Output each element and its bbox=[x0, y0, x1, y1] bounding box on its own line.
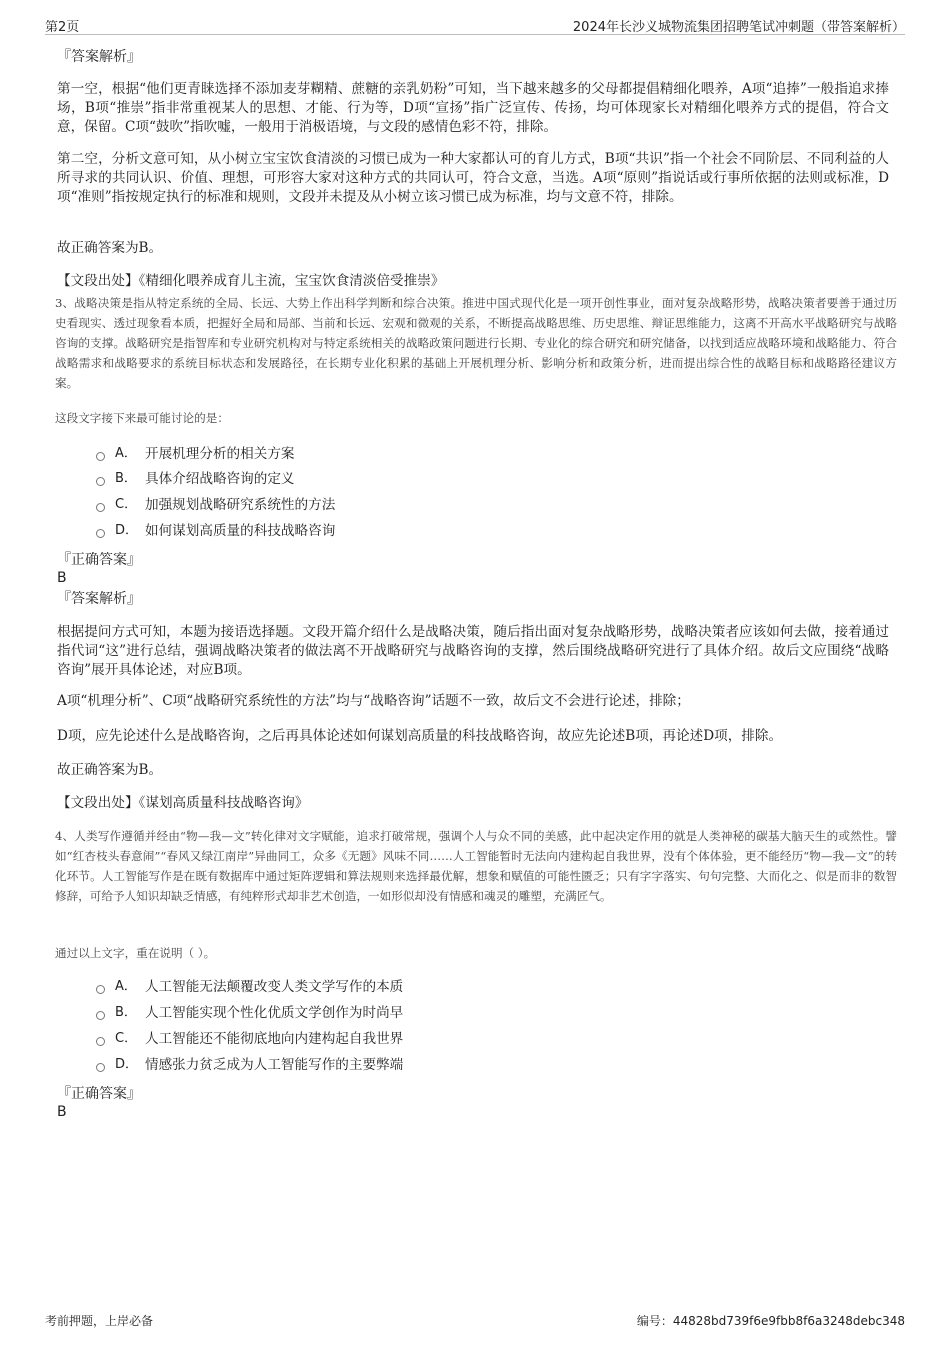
correct-answer-label: 『正确答案』 bbox=[57, 552, 141, 568]
analysis-paragraph: D项，应先论述什么是战略咨询，之后再具体论述如何谋划高质量的科技战略咨询，故应先论述B项，再论述D项，排除。 bbox=[57, 728, 783, 744]
question-prompt: 这段文字接下来最可能讨论的是： bbox=[55, 411, 229, 425]
radio-icon[interactable] bbox=[96, 529, 105, 538]
correct-answer: B bbox=[57, 1104, 67, 1120]
analysis-paragraph: 第二空，分析文意可知，从小树立宝宝饮食清淡的习惯已成为一种大家都认可的育儿方式，B项“共识”指一个社会不同阶层、不同利益的人所寻求的共同认识、价值、理想，可形容大家对这种方式的共同认可，符合文意，当选。A项“原则”指说话或行事所依据的法则或标准，D项“准则”指按规定执行的标准和规则，文段并未提及从小树立该习惯已成为标准，均与文意不符，排除。 bbox=[57, 151, 889, 205]
option-text: 情感张力贫乏成为人工智能写作的主要弊端 bbox=[145, 1057, 404, 1073]
option-text: 开展机理分析的相关方案 bbox=[145, 446, 295, 462]
option-c[interactable]: C． 人工智能还不能彻底地向内建构起自我世界 bbox=[96, 1030, 403, 1048]
analysis-conclusion: 故正确答案为B。 bbox=[57, 240, 163, 256]
page-footer bbox=[45, 1312, 905, 1330]
option-text: 加强规划战略研究系统性的方法 bbox=[145, 497, 336, 513]
radio-icon[interactable] bbox=[96, 503, 105, 512]
source-citation: 【文段出处】《谋划高质量科技战略咨询》 bbox=[57, 795, 309, 811]
radio-icon[interactable] bbox=[96, 477, 105, 486]
analysis-paragraph: A项“机理分析”、C项“战略研究系统性的方法”均与“战略咨询”话题不一致，故后文不会进行论述，排除； bbox=[57, 693, 690, 709]
document-title: 2024年长沙义城物流集团招聘笔试冲刺题（带答案解析） bbox=[572, 20, 905, 35]
option-c[interactable]: C． 加强规划战略研究系统性的方法 bbox=[96, 496, 335, 514]
option-d[interactable]: D． 如何谋划高质量的科技战略咨询 bbox=[96, 522, 335, 540]
radio-icon[interactable] bbox=[96, 985, 105, 994]
radio-icon[interactable] bbox=[96, 1037, 105, 1046]
radio-icon[interactable] bbox=[96, 452, 105, 461]
correct-answer-label: 『正确答案』 bbox=[57, 1086, 141, 1102]
page-header bbox=[45, 14, 905, 35]
analysis-label: 『答案解析』 bbox=[57, 591, 141, 607]
source-citation: 【文段出处】《精细化喂养成育儿主流，宝宝饮食清淡倍受推崇》 bbox=[57, 273, 445, 289]
option-b[interactable]: B． 人工智能实现个性化优质文学创作为时尚早 bbox=[96, 1004, 403, 1022]
question-text: 3、战略决策是指从特定系统的全局、长远、大势上作出科学判断和综合决策。推进中国式现代化是一项开创性事业，面对复杂战略形势，战略决策者要善于通过历史看现实、透过现象看本质，把握好全局和局部、当前和长远、宏观和微观的关系，不断提高战略思维、历史思维、辩证思维能力，这离不开高水平战略研究与战略咨询的支撑。战略研究是指智库和专业研究机构对与特定系统相关的战略政策问题进行长期、专业化的综合研究和研究储备，以找到适应战略环境和战略能力、符合战略需求和战略要求的系统目标状态和发展路径，在长期专业化积累的基础上开展机理分析、影响分析和政策分析，进而提出综合性的战略目标和战略路径建议方案。 bbox=[55, 296, 897, 390]
option-text: 人工智能无法颠覆改变人类文学写作的本质 bbox=[145, 979, 404, 995]
option-a[interactable]: A． 人工智能无法颠覆改变人类文学写作的本质 bbox=[96, 978, 403, 996]
option-text: 如何谋划高质量的科技战略咨询 bbox=[145, 523, 336, 539]
option-d[interactable]: D． 情感张力贫乏成为人工智能写作的主要弊端 bbox=[96, 1056, 403, 1074]
option-a[interactable]: A． 开展机理分析的相关方案 bbox=[96, 445, 295, 463]
analysis-label: 『答案解析』 bbox=[57, 49, 141, 65]
document-id: 编号：44828bd739f6e9fbb8f6a3248debc348 bbox=[636, 1314, 905, 1328]
option-text: 人工智能实现个性化优质文学创作为时尚早 bbox=[145, 1005, 404, 1021]
analysis-conclusion: 故正确答案为B。 bbox=[57, 762, 163, 778]
analysis-paragraph: 第一空，根据“他们更青睐选择不添加麦芽糊精、蔗糖的亲乳奶粉”可知，当下越来越多的父母都提倡精细化喂养，A项“追捧”一般指追求捧场，B项“推崇”指非常重视某人的思想、才能、行为等，D项“宣扬”指广泛宣传、传扬，均可体现家长对精细化喂养方式的提倡，符合文意，保留。C项“鼓吹”指吹嘘，一般用于消极语境，与文段的感情色彩不符，排除。 bbox=[57, 81, 889, 135]
page-number: 第2页 bbox=[45, 20, 80, 35]
option-text: 人工智能还不能彻底地向内建构起自我世界 bbox=[145, 1031, 404, 1047]
question-text: 4、人类写作遵循并经由“物—我—文”转化律对文字赋能，追求打破常规，强调个人与众不同的美感，此中起决定作用的就是人类神秘的碳基大脑天生的或然性。譬如“红杏枝头春意闹”“春风又绿江南岸”异曲同工，众多《无题》风味不同……人工智能暂时无法向内建构起自我世界，没有个体体验，更不能经历“物—我—文”的转化环节。人工智能写作是在既有数据库中通过矩阵逻辑和算法规则来选择最优解，想象和赋值的可能性匮乏；只有字字落实、句句完整、大而化之、似是而非的数智修辞，可给予人知识却缺乏情感，有纯粹形式却非艺术创造，一如形似却没有情感和魂灵的雕塑，充满匠气。 bbox=[55, 829, 897, 903]
footer-slogan: 考前押题，上岸必备 bbox=[45, 1314, 154, 1328]
analysis-paragraph: 根据提问方式可知，本题为接语选择题。文段开篇介绍什么是战略决策，随后指出面对复杂战略形势，战略决策者应该如何去做，接着通过指代词“这”进行总结，强调战略决策者的做法离不开战略研究与战略咨询的支撑，然后围绕战略研究进行了具体介绍。故后文应围绕“战略咨询”展开具体论述，对应B项。 bbox=[57, 624, 889, 678]
correct-answer: B bbox=[57, 570, 67, 586]
radio-icon[interactable] bbox=[96, 1011, 105, 1020]
option-b[interactable]: B． 具体介绍战略咨询的定义 bbox=[96, 470, 295, 488]
question-prompt: 通过以上文字，重在说明（ ）。 bbox=[55, 946, 216, 960]
option-text: 具体介绍战略咨询的定义 bbox=[145, 471, 295, 487]
radio-icon[interactable] bbox=[96, 1063, 105, 1072]
